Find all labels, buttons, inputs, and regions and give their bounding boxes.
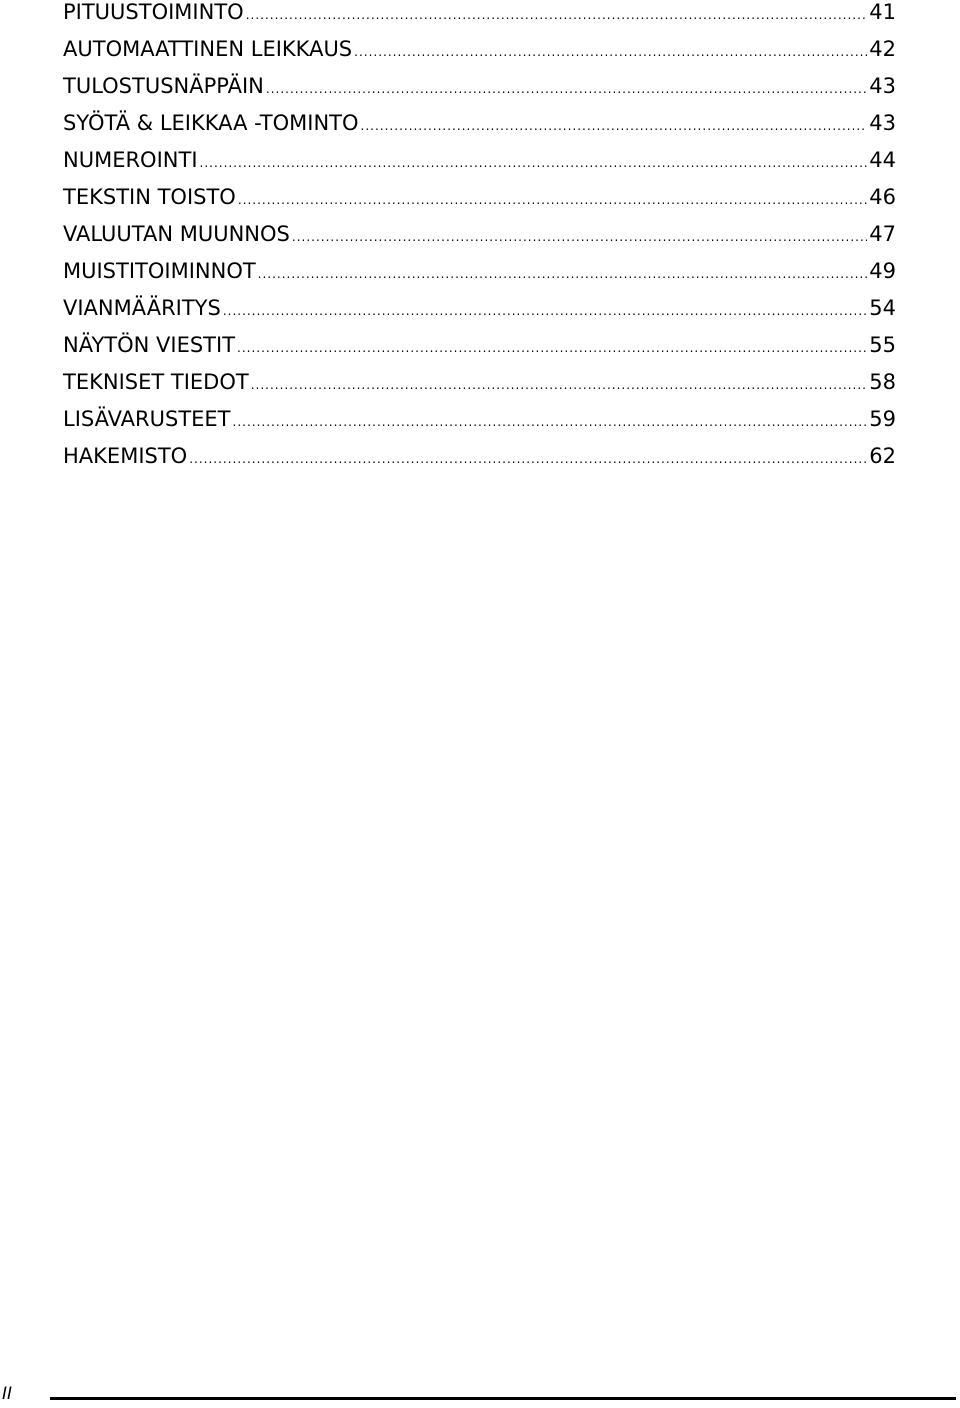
footer-rule bbox=[50, 1397, 956, 1400]
toc-dot-leader bbox=[223, 293, 867, 330]
toc-entry[interactable] bbox=[63, 0, 896, 31]
toc-entry-page: 49 bbox=[869, 259, 896, 283]
toc-entry-page: 43 bbox=[869, 74, 896, 98]
toc-entry-page: 54 bbox=[869, 296, 896, 320]
toc-entry-page: 59 bbox=[869, 407, 896, 431]
footer-page-number: II bbox=[2, 1384, 13, 1404]
toc-dot-leader bbox=[266, 71, 867, 108]
toc-entry[interactable] bbox=[63, 31, 896, 68]
toc-entry[interactable] bbox=[63, 401, 896, 438]
toc-dot-leader bbox=[233, 404, 868, 441]
toc-dot-leader bbox=[251, 367, 868, 404]
toc-entry[interactable] bbox=[63, 290, 896, 327]
toc-entry-page: 55 bbox=[869, 333, 896, 357]
toc-dot-leader bbox=[354, 34, 867, 71]
toc-dot-leader bbox=[237, 330, 867, 367]
toc-entry-title: NÄYTÖN VIESTIT bbox=[63, 333, 236, 357]
toc-entry-page: 47 bbox=[869, 222, 896, 246]
toc-entry-title: HAKEMISTO bbox=[63, 444, 188, 468]
toc-entry-page: 42 bbox=[869, 37, 896, 61]
toc-entry-title: TULOSTUSNÄPPÄIN bbox=[63, 74, 264, 98]
toc-entry-title: TEKNISET TIEDOT bbox=[63, 370, 249, 394]
toc-entry-page: 44 bbox=[869, 148, 896, 172]
toc-entry[interactable] bbox=[63, 327, 896, 364]
toc-dot-leader bbox=[238, 182, 867, 219]
toc-entry[interactable] bbox=[63, 253, 896, 290]
toc-dot-leader bbox=[200, 145, 868, 182]
toc-entry[interactable] bbox=[63, 216, 896, 253]
toc-entry[interactable] bbox=[63, 364, 896, 401]
toc-entry-title: VIANMÄÄRITYS bbox=[63, 296, 221, 320]
toc-entry-title: VALUUTAN MUUNNOS bbox=[63, 222, 290, 246]
toc-entry-title: PITUUSTOIMINTO bbox=[63, 0, 244, 24]
toc-entry-page: 46 bbox=[869, 185, 896, 209]
toc-entry-title: AUTOMAATTINEN LEIKKAUS bbox=[63, 37, 353, 61]
toc-entry-page: 41 bbox=[869, 0, 896, 24]
toc-entry-title: LISÄVARUSTEET bbox=[63, 407, 231, 431]
toc-entry-title: TEKSTIN TOISTO bbox=[63, 185, 236, 209]
toc-entry-title: NUMEROINTI bbox=[63, 148, 198, 172]
toc-entry-page: 62 bbox=[869, 444, 896, 468]
toc-dot-leader bbox=[361, 108, 868, 145]
toc-dot-leader bbox=[292, 219, 867, 256]
toc-entry[interactable] bbox=[63, 105, 896, 142]
table-of-contents bbox=[63, 0, 896, 475]
toc-dot-leader bbox=[258, 256, 868, 293]
toc-entry[interactable] bbox=[63, 179, 896, 216]
toc-entry[interactable] bbox=[63, 438, 896, 475]
toc-entry[interactable] bbox=[63, 68, 896, 105]
toc-dot-leader bbox=[189, 441, 867, 478]
toc-entry[interactable] bbox=[63, 142, 896, 179]
toc-entry-title: MUISTITOIMINNOT bbox=[63, 259, 256, 283]
toc-entry-page: 58 bbox=[869, 370, 896, 394]
toc-entry-title: SYÖTÄ & LEIKKAA -TOMINTO bbox=[63, 111, 359, 135]
toc-dot-leader bbox=[246, 0, 868, 34]
toc-entry-page: 43 bbox=[869, 111, 896, 135]
